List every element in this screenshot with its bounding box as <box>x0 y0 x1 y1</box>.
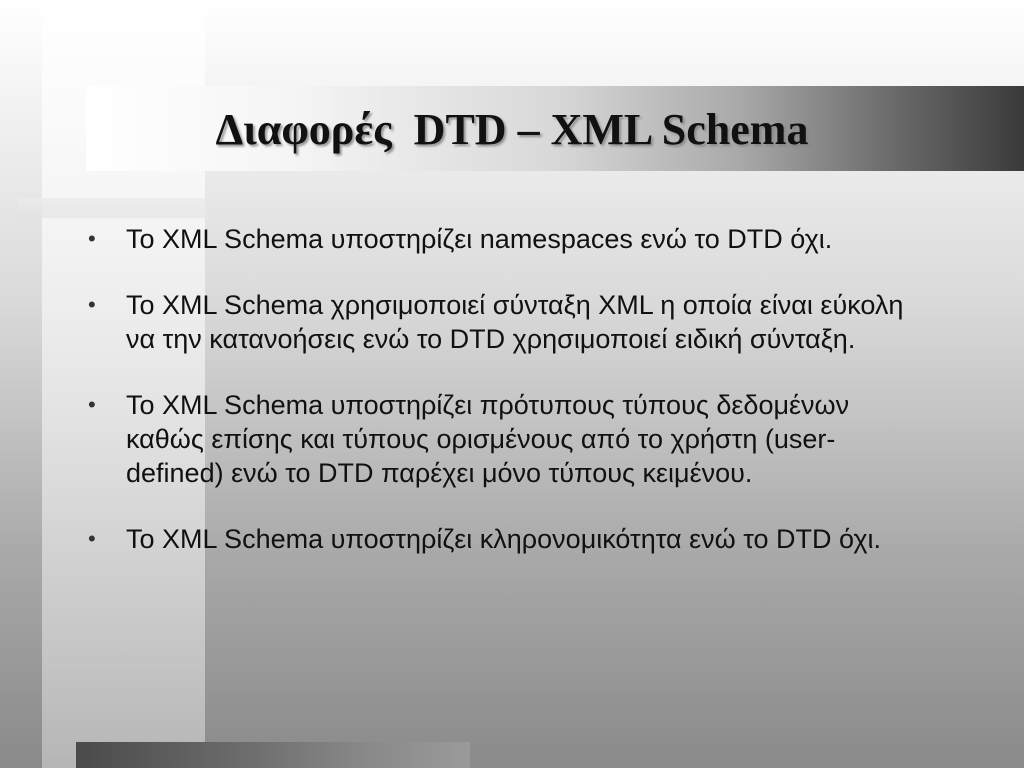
bullet-text: Το XML Schema υποστηρίζει κληρονομικότητα ενώ το DTD όχι. <box>126 524 881 554</box>
bullet-item <box>86 222 916 256</box>
bullet-item <box>86 288 916 356</box>
bullet-text: Το XML Schema χρησιμοποιεί σύνταξη XML η οποία είναι εύκολη να την κατανοήσεις ενώ το DTD χρησιμοποιεί ειδική σύνταξη. <box>126 290 904 354</box>
bullet-item <box>86 522 916 556</box>
bullet-icon: • <box>88 392 96 417</box>
bullet-text: Το XML Schema υποστηρίζει namespaces ενώ το DTD όχι. <box>126 224 833 254</box>
bullet-text: Το XML Schema υποστηρίζει πρότυπους τύπους δεδομένων καθώς επίσης και τύπους ορισμένους από το χρήστη (user-defined) ενώ το DTD παρέχει μόνο τύπους κειμένου. <box>126 390 850 488</box>
bullet-icon: • <box>88 226 96 251</box>
bottom-bar <box>76 742 470 768</box>
bullet-list <box>86 222 916 588</box>
bullet-icon: • <box>88 292 96 317</box>
background-band <box>18 198 205 218</box>
bullet-icon: • <box>88 526 96 551</box>
bullet-item <box>86 388 916 490</box>
slide-title: Διαφορές DTD – XML Schema <box>215 105 809 154</box>
